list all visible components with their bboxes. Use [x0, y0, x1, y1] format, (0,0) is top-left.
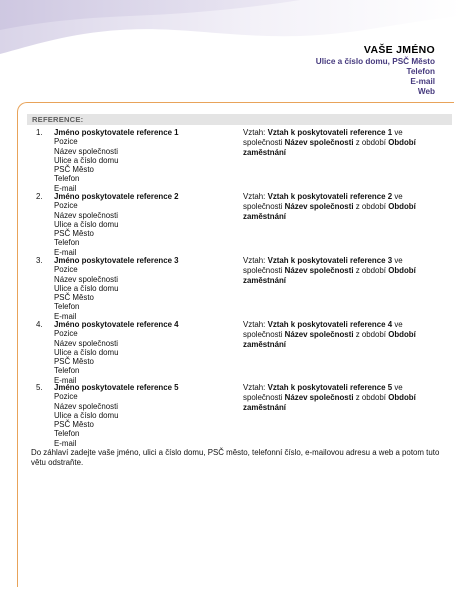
reference-item — [0, 128, 462, 192]
reference-street: Ulice a číslo domu — [54, 410, 119, 420]
reference-contact — [54, 256, 179, 321]
relationship-value: Vztah k poskytovateli reference 2 — [267, 192, 393, 201]
reference-street: Ulice a číslo domu — [54, 283, 119, 293]
relationship-period: Období zaměstnání — [243, 137, 416, 157]
reference-position: Pozice — [54, 201, 78, 211]
relationship-period: Období zaměstnání — [243, 329, 416, 349]
reference-position: Pozice — [54, 137, 78, 147]
relationship-label: Vztah: — [243, 383, 268, 392]
reference-name: Jméno poskytovatele reference 2 — [54, 192, 179, 201]
relationship-period: Období zaměstnání — [243, 392, 416, 412]
reference-phone: Telefon — [54, 429, 80, 439]
web-line: Web — [417, 87, 435, 96]
reference-position: Pozice — [54, 265, 78, 275]
reference-name: Jméno poskytovatele reference 3 — [54, 256, 179, 265]
reference-number: 4. — [36, 320, 43, 329]
reference-relationship — [243, 256, 423, 285]
relationship-connector: z období — [353, 137, 389, 147]
reference-email: E-mail — [54, 438, 77, 448]
relationship-value: Vztah k poskytovateli reference 1 — [267, 128, 393, 137]
reference-relationship — [243, 320, 423, 349]
relationship-connector: ve společnosti — [243, 383, 403, 402]
reference-company: Název společnosti — [54, 338, 119, 348]
reference-city: PSČ Město — [54, 229, 94, 239]
reference-contact — [54, 320, 179, 385]
reference-company: Název společnosti — [54, 210, 119, 220]
reference-number: 2. — [36, 192, 43, 201]
reference-contact — [54, 128, 179, 193]
relationship-connector: z období — [353, 265, 389, 275]
relationship-connector: z období — [353, 329, 389, 339]
reference-name: Jméno poskytovatele reference 4 — [54, 320, 179, 329]
reference-name: Jméno poskytovatele reference 5 — [54, 383, 179, 392]
reference-contact — [54, 383, 179, 448]
reference-item — [0, 320, 462, 384]
reference-name: Jméno poskytovatele reference 1 — [54, 128, 179, 137]
reference-contact — [54, 192, 179, 257]
applicant-name: VAŠE JMÉNO — [363, 44, 435, 56]
relationship-period: Období zaměstnání — [243, 201, 416, 221]
reference-phone: Telefon — [54, 238, 80, 248]
relationship-connector: z období — [353, 392, 389, 402]
relationship-connector: ve společnosti — [243, 320, 403, 339]
reference-relationship — [243, 192, 423, 221]
reference-company: Název společnosti — [54, 401, 119, 411]
reference-phone: Telefon — [54, 302, 80, 312]
reference-email: E-mail — [54, 247, 77, 257]
reference-phone: Telefon — [54, 366, 80, 376]
reference-item — [0, 192, 462, 256]
reference-city: PSČ Město — [54, 165, 94, 175]
reference-number: 1. — [36, 128, 43, 137]
relationship-label: Vztah: — [243, 320, 268, 329]
reference-phone: Telefon — [54, 174, 80, 184]
reference-relationship — [243, 383, 423, 412]
reference-street: Ulice a číslo domu — [54, 347, 119, 357]
relationship-company: Název společnosti — [284, 137, 354, 147]
reference-email: E-mail — [54, 183, 77, 193]
relationship-connector: z období — [353, 201, 389, 211]
reference-position: Pozice — [54, 329, 78, 339]
reference-city: PSČ Město — [54, 293, 94, 303]
relationship-company: Název společnosti — [284, 392, 354, 402]
relationship-company: Název společnosti — [284, 329, 354, 339]
instruction-note: Do záhlaví zadejte vaše jméno, ulici a číslo domu, PSČ město, telefonní číslo, e-mailovou adresu a web a potom tuto větu odstraňte. — [31, 448, 440, 467]
relationship-company: Název společnosti — [284, 265, 354, 275]
reference-company: Název společnosti — [54, 146, 119, 156]
relationship-value: Vztah k poskytovateli reference 4 — [267, 320, 393, 329]
email-line: E-mail — [410, 77, 435, 86]
reference-number: 3. — [36, 256, 43, 265]
relationship-value: Vztah k poskytovateli reference 5 — [267, 383, 393, 392]
reference-street: Ulice a číslo domu — [54, 219, 119, 229]
reference-company: Název společnosti — [54, 274, 119, 284]
relationship-connector: ve společnosti — [243, 192, 403, 211]
relationship-company: Název společnosti — [284, 201, 354, 211]
reference-item — [0, 256, 462, 320]
reference-street: Ulice a číslo domu — [54, 155, 119, 165]
address-line: Ulice a číslo domu, PSČ Město — [315, 57, 435, 66]
relationship-connector: ve společnosti — [243, 256, 403, 275]
relationship-value: Vztah k poskytovateli reference 3 — [267, 256, 393, 265]
section-heading: REFERENCE: — [32, 115, 84, 124]
reference-city: PSČ Město — [54, 357, 94, 367]
reference-city: PSČ Město — [54, 420, 94, 430]
section-heading-bar — [27, 114, 452, 125]
relationship-connector: ve společnosti — [243, 128, 403, 147]
reference-email: E-mail — [54, 311, 77, 321]
relationship-label: Vztah: — [243, 256, 268, 265]
reference-position: Pozice — [54, 392, 78, 402]
relationship-label: Vztah: — [243, 192, 268, 201]
reference-email: E-mail — [54, 375, 77, 385]
relationship-label: Vztah: — [243, 128, 268, 137]
reference-item — [0, 383, 462, 447]
reference-number: 5. — [36, 383, 43, 392]
reference-relationship — [243, 128, 423, 157]
phone-line: Telefon — [406, 67, 435, 76]
relationship-period: Období zaměstnání — [243, 265, 416, 285]
